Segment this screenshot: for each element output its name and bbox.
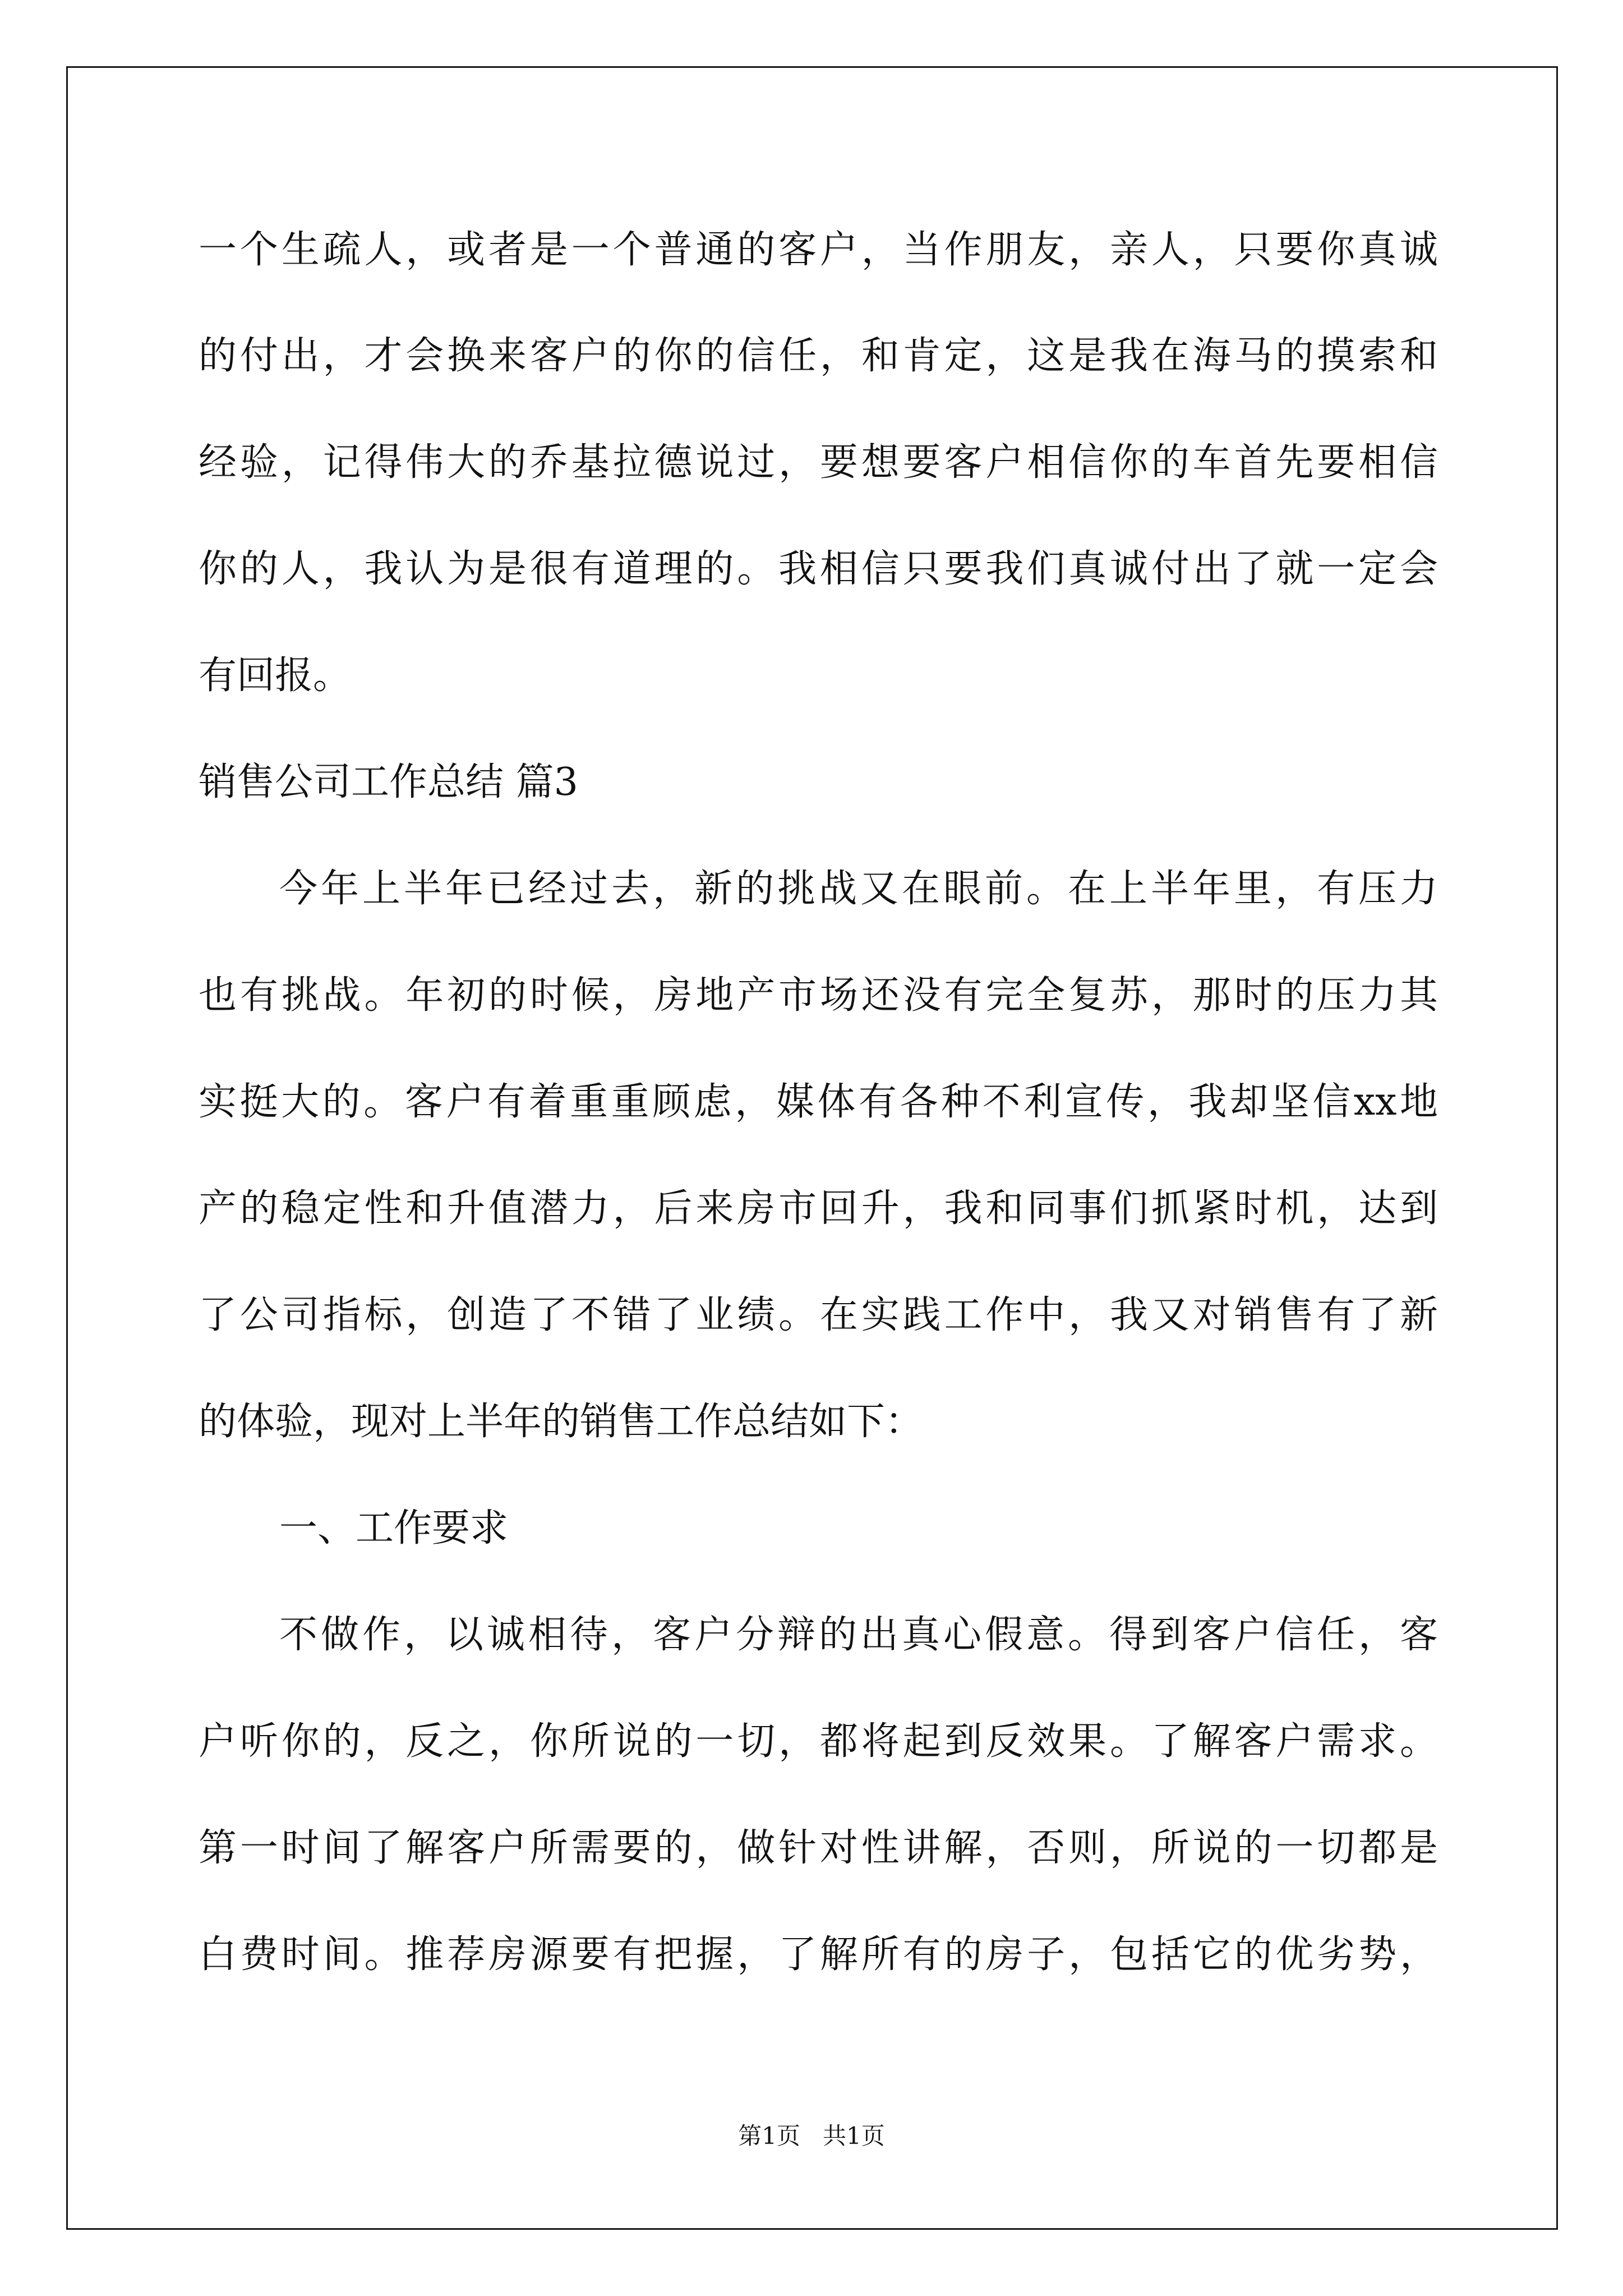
paragraph-line: 也有挑战。年初的时候，房地产市场还没有完全复苏，那时的压力其 xyxy=(199,973,1438,1018)
page-footer: 第1页 共1页 xyxy=(738,2122,885,2150)
paragraph-line: 一个生疏人，或者是一个普通的客户，当作朋友，亲人，只要你真诚 xyxy=(199,228,1438,272)
paragraph-line: 的体验，现对上半年的销售工作总结如下： xyxy=(199,1400,924,1444)
paragraph-line: 白费时间。推荐房源要有把握，了解所有的房子，包括它的优劣势， xyxy=(199,1932,1438,1977)
paragraph-line: 了公司指标，创造了不错了业绩。在实践工作中，我又对销售有了新 xyxy=(199,1293,1438,1337)
paragraph-line: 你的人，我认为是很有道理的。我相信只要我们真诚付出了就一定会 xyxy=(199,547,1438,591)
subsection-heading: 一、工作要求 xyxy=(279,1506,509,1550)
paragraph-line: 今年上半年已经过去，新的挑战又在眼前。在上半年里，有压力 xyxy=(279,867,1438,911)
paragraph-line: 户听你的，反之，你所说的一切，都将起到反效果。了解客户需求。 xyxy=(199,1719,1438,1764)
paragraph-line: 的付出，才会换来客户的你的信任，和肯定，这是我在海马的摸索和 xyxy=(199,334,1438,378)
paragraph-line: 经验，记得伟大的乔基拉德说过，要想要客户相信你的车首先要相信 xyxy=(199,440,1438,485)
paragraph-line: 实挺大的。客户有着重重顾虑，媒体有各种不利宣传，我却坚信xx地 xyxy=(199,1080,1438,1124)
paragraph-line: 有回报。 xyxy=(199,654,352,698)
page-border xyxy=(66,66,1558,2230)
section-heading: 销售公司工作总结 篇3 xyxy=(199,760,578,804)
paragraph-line: 产的稳定性和升值潜力，后来房市回升，我和同事们抓紧时机，达到 xyxy=(199,1186,1438,1231)
paragraph-line: 不做作，以诚相待，客户分辩的出真心假意。得到客户信任，客 xyxy=(279,1613,1438,1657)
paragraph-line: 第一时间了解客户所需要的，做针对性讲解，否则，所说的一切都是 xyxy=(199,1826,1438,1870)
